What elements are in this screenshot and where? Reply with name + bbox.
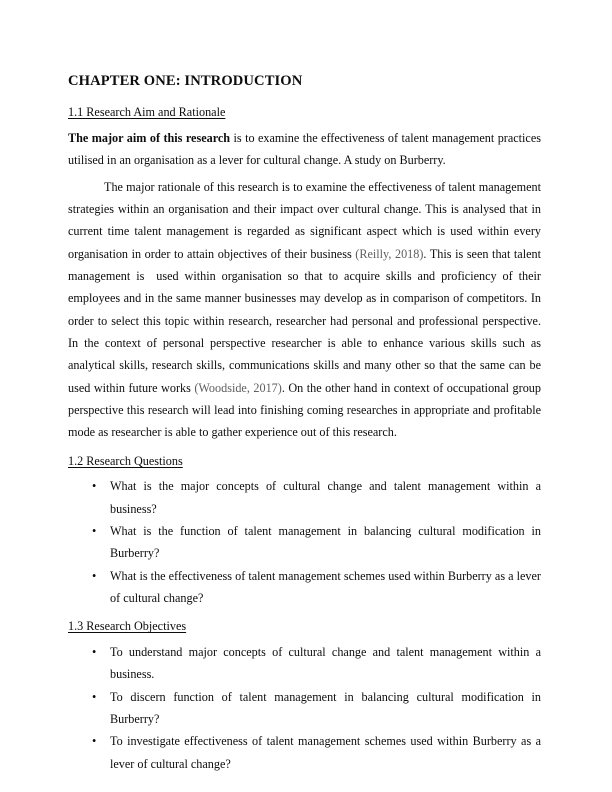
list-item [68,520,541,565]
bullet-icon: • [92,479,97,494]
bullet-icon: • [92,644,97,659]
bullet-icon: • [92,568,97,583]
list-item [68,565,541,610]
rationale-part-2: . This is seen that talent management is used within organisation so that to acquire skills and proficiency of their employees and in the same manner businesses may develop as in comparison of competitors. In order to select this topic within research, researcher had personal and professional perspective. In the context of personal perspective researcher is able to enhance various skills such as analytical skills, research skills, communications skills and many other so that the same can be used within future works [68,246,545,395]
list-item [68,686,541,731]
rationale-part-3: . On the other hand in context of occupational group perspective this research will lead into finishing coming researches in appropriate and profitable mode as researcher is able to gather experience out of this research. [68,380,545,440]
section-research-aim [68,104,545,443]
rationale-part-1: The major rationale of this research is to examine the effectiveness of talent management strategies within an organisation and their impact over cultural change. This is analysed that in current time talent management is regarded as significant aspect which is used within every organisation in order to attain objectives of their business [68,179,545,261]
aim-paragraph [68,127,545,172]
list-item-text: To understand major concepts of cultural change and talent management within a business. [110,644,541,682]
bullet-icon: • [92,689,97,704]
list-item [68,641,541,686]
research-questions-list [68,475,541,609]
section-heading-1-1 [68,104,541,122]
aim-paragraph-rest: is to examine the effectiveness of talent management practices utilised in an organisation as a lever for cultural change. A study on Burberry. [68,130,545,168]
list-item-text: To discern function of talent management in balancing cultural modification in Burberry? [110,689,541,726]
section-heading-1-1-label: 1.1 Research Aim and Rationale [68,105,226,120]
section-heading-1-2 [68,453,541,471]
section-heading-1-3 [68,618,541,636]
citation-woodside-2017: (Woodside, 2017) [194,380,282,395]
rationale-paragraph [68,176,545,444]
section-heading-1-3-label: 1.3 Research Objectives [68,619,187,634]
section-research-objectives [68,618,541,775]
list-item [68,730,541,775]
list-item-text: What is the function of talent management in balancing cultural modification in Burberry? [110,523,541,561]
section-heading-1-2-label: 1.2 Research Questions [68,453,183,468]
list-item-text: What is the effectiveness of talent management schemes used within Burberry as a lever of cultural change? [110,568,541,605]
bullet-icon: • [92,734,97,749]
list-item-text: To investigate effectiveness of talent management schemes used within Burberry as a lever of cultural change? [110,734,541,771]
section-research-questions [68,453,541,610]
research-objectives-list [68,641,541,775]
aim-lead-bold: The major aim of this research [68,130,231,145]
citation-reilly-2018: (Reilly, 2018) [355,246,424,261]
list-item-text: What is the major concepts of cultural change and talent management within a business? [110,479,541,516]
page-title: CHAPTER ONE: INTRODUCTION [68,73,303,89]
list-item [68,475,541,520]
bullet-icon: • [92,523,97,538]
